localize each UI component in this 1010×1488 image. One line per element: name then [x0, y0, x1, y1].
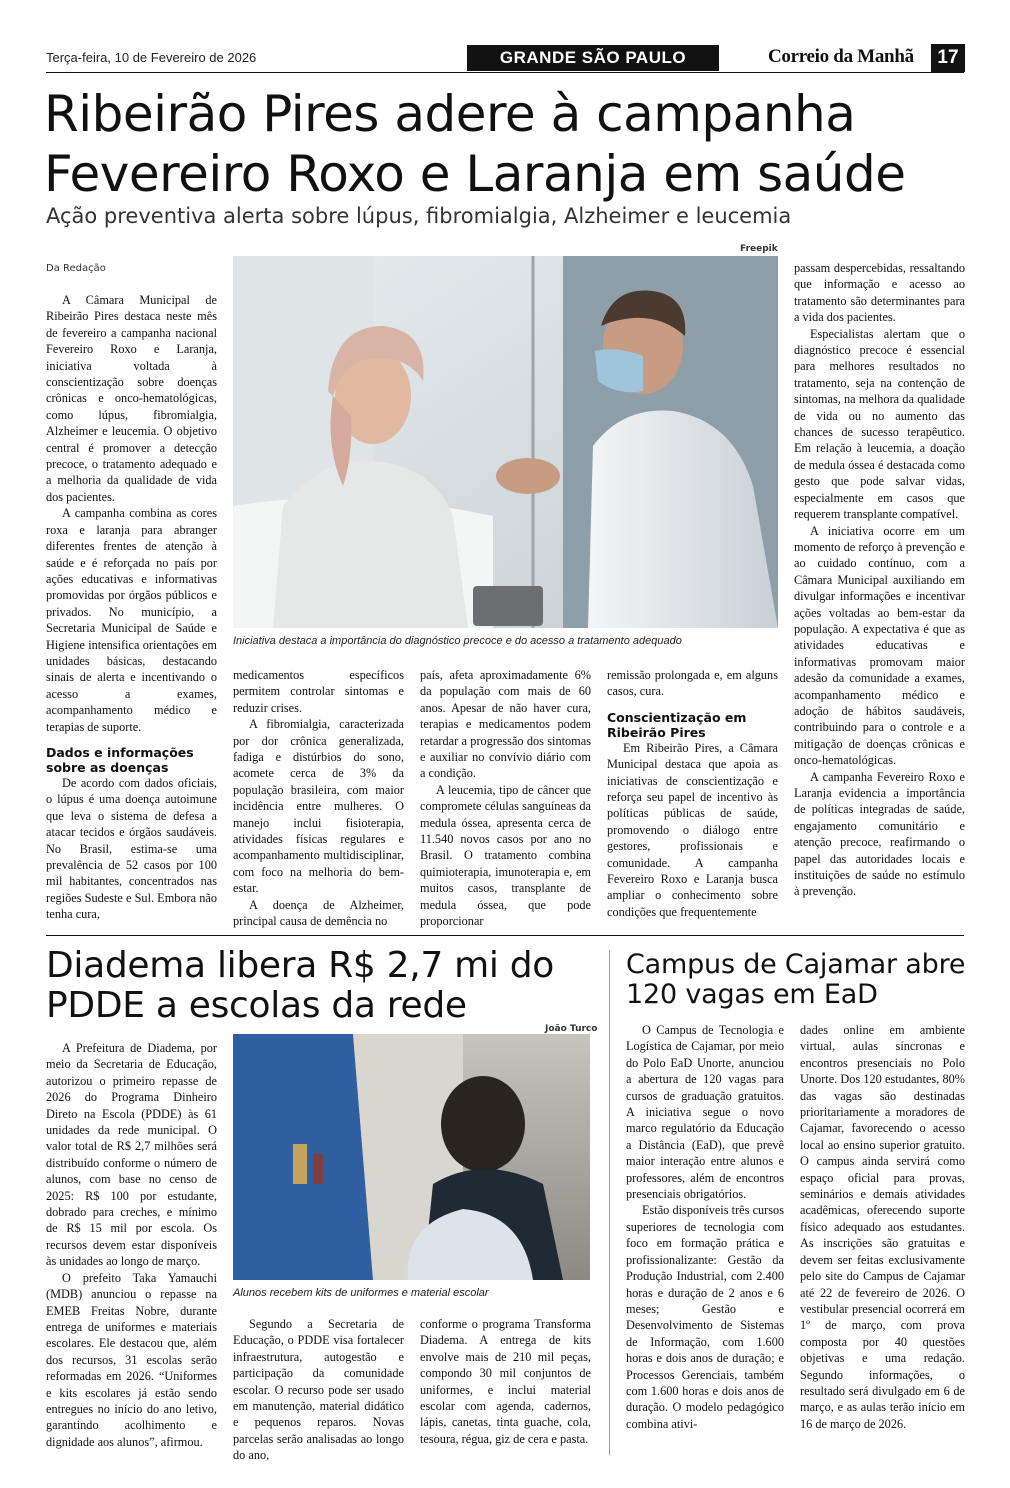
article2-column-1	[46, 1040, 217, 1450]
hospital-consultation-image	[233, 256, 778, 628]
header-rule	[46, 72, 964, 73]
article3-column-2	[800, 1022, 965, 1432]
issue-date: Terça-feira, 10 de Fevereiro de 2026	[46, 50, 257, 65]
page-number: 17	[931, 44, 965, 72]
article3-headline: Campus de Cajamar abre 120 vagas em EaD	[626, 949, 966, 1010]
section-divider	[46, 935, 964, 936]
paragraph: remissão prolongada e, em alguns casos, cura.	[607, 668, 778, 699]
paragraph: A Prefeitura de Diadema, por meio da Secretaria de Educação, autorizou o primeiro repasse de 2026 do Programa Dinheiro Direto na Escola (PDDE) às 61 unidades da rede municipal. O valor total de R$ 2,7 milhões será distribuído conforme o número de alunos, com base no censo de 2025: R$ 100 por estudante, dobrado para creches, e mínimo de R$ 15 mil por escola. Os recursos devem estar disponíveis às unidades ao longo de março.	[46, 1041, 217, 1269]
article1-column-1	[46, 292, 217, 923]
paragraph: A campanha Fevereiro Roxo e Laranja evidencia a importância de políticas integradas de saúde, engajamento comunitário e atenção precoce, reafirmando o papel das autoridades locais e instituições de saúde no estímulo à prevenção.	[794, 769, 965, 899]
article1-subheading-2: Conscientização em Ribeirão Pires	[607, 709, 747, 740]
paragraph: A Câmara Municipal de Ribeirão Pires destaca neste mês de fevereiro a campanha nacional Fevereiro Roxo e Laranja, iniciativa voltada à conscientização sobre doenças crônicas e onco-hematológicas, como lúpus, fibromialgia, Alzheimer e leucemia. O objetivo central é promover a detecção precoce, o tratamento adequado e a melhoria da qualidade de vida dos pacientes.	[46, 293, 217, 504]
publication-logo: Correio da Manhã	[768, 46, 914, 67]
paragraph: passam despercebidas, ressaltando que informação e acesso ao tratamento são determinantes para a vida dos pacientes.	[794, 261, 965, 325]
article2-photo-caption: Alunos recebem kits de uniformes e material escolar	[233, 1287, 489, 1299]
article1-subtitle: Ação preventiva alerta sobre lúpus, fibromialgia, Alzheimer e leucemia	[46, 204, 792, 228]
paragraph: Estão disponíveis três cursos superiores de tecnologia com foco em formação prática e profissionalizante: Gestão da Produção Industrial, com 2.400 horas e duração de 2 anos e 6 meses; Gestão e Desenvolvimento de Sistemas de Informação, com 1.600 horas e dois anos de duração; e Processos Gerenciais, também com 1.600 horas e dois anos de duração. O modelo pedagógico combina ativi-	[626, 1203, 784, 1431]
student-hallway-image	[233, 1034, 590, 1280]
article2-photo	[233, 1034, 590, 1280]
paragraph: Especialistas alertam que o diagnóstico precoce é essencial para melhores resultados no tratamento, seja na contenção de sintomas, na melhora da qualidade de vida ou no aumento das chances de sucesso terapêutico. Em relação à leucemia, a doação de medula óssea é destacada como gesto que pode salvar vidas, especialmente em casos que requerem transplante compatível.	[794, 326, 965, 522]
article1-column-3	[420, 667, 591, 930]
column-divider	[609, 950, 610, 1455]
paragraph: O prefeito Taka Yamauchi (MDB) anunciou o repasse na EMEB Freitas Nobre, durante entrega de uniformes e materiais escolares. Ele destacou que, além dos recursos, 31 escolas serão reformadas em 2026. “Uniformes e kits escolares já estão sendo entregues no início do ano letivo, garantindo acolhimento e dignidade aos alunos”, afirmou.	[46, 1270, 217, 1449]
paragraph: A doença de Alzheimer, principal causa de demência no	[233, 897, 404, 929]
article1-column-2	[233, 667, 404, 930]
article1-column-5	[794, 260, 965, 900]
paragraph: Segundo a Secretaria de Educação, o PDDE visa fortalecer infraestrutura, autogestão e participação da comunidade escolar. O recurso pode ser usado em manutenção, material didático e pequenos reparos. Novas parcelas serão analisadas ao longo do ano,	[233, 1317, 404, 1463]
article1-photo-caption: Iniciativa destaca a importância do diagnóstico precoce e do acesso a tratamento adequado	[233, 635, 682, 647]
section-label: GRANDE SÃO PAULO	[467, 45, 719, 71]
paragraph: A fibromialgia, caracterizada por dor crônica generalizada, fadiga e distúrbios do sono, acomete cerca de 3% da população brasileira, com maior incidência entre mulheres. O manejo inclui fisioterapia, atividades físicas regulares e acompanhamento multidisciplinar, com foco na melhoria do bem-estar.	[233, 717, 404, 896]
article2-photo-credit: João Turco	[545, 1024, 598, 1034]
paragraph: A leucemia, tipo de câncer que compromete células sanguíneas da medula óssea, apresenta cerca de 11.540 novos casos por ano no Brasil. O tratamento combina quimioterapia, imunoterapia e, em muitos casos, transplante de medula óssea, que pode proporcionar	[420, 782, 591, 929]
article2-column-3	[420, 1316, 591, 1447]
article1-byline: Da Redação	[46, 263, 106, 274]
article3-column-1	[626, 1022, 784, 1432]
paragraph: medicamentos específicos permitem controlar sintomas e reduzir crises.	[233, 668, 404, 715]
paragraph: De acordo com dados oficiais, o lúpus é uma doença autoimune que leva o sistema de defesa a atacar tecidos e órgãos saudáveis. No Brasil, estima-se uma prevalência de 52 casos por 100 mil habitantes, concentrados nas regiões Sudeste e Sul. Embora não tenha cura,	[46, 775, 217, 922]
paragraph: A campanha combina as cores roxa e laranja para abranger diferentes frentes de atenção à saúde e é reforçada no país por ações educativas e informativas promovidas por órgãos públicos e privados. No município, a Secretaria Municipal de Saúde e Higiene intensifica orientações em unidades básicas, destacando sinais de alerta e incentivando o acesso a exames, acompanhamento médico e terapias de suporte.	[46, 506, 217, 734]
article2-headline: Diadema libera R$ 2,7 mi do PDDE a escolas da rede	[46, 945, 555, 1026]
article2-column-2	[233, 1316, 404, 1464]
article1-photo-credit: Freepik	[740, 244, 778, 254]
article1-subheading-1: Dados e informações sobre as doenças	[46, 744, 194, 775]
paragraph: O Campus de Tecnologia e Logística de Cajamar, por meio do Polo EaD Unorte, anunciou a abertura de 120 vagas para cursos de graduação gratuitos. A iniciativa segue o novo marco regulatório da Educação a Distância (EaD), que prevê maior interação entre alunos e professores, além de encontros presenciais obrigatórios.	[626, 1023, 784, 1202]
paragraph: país, afeta aproximadamente 6% da população com mais de 60 anos. Apesar de não haver cura, terapias e medicamentos podem retardar a progressão dos sintomas e auxiliar no convívio diário com a condição.	[420, 668, 591, 781]
article1-photo	[233, 256, 778, 628]
paragraph: A iniciativa ocorre em um momento de reforço à prevenção e ao cuidado contínuo, com a Câmara Municipal auxiliando em divulgar informações e incentivar ações voltadas ao bem-estar da população. A expectativa é que as atividades educativas e informativas promovam maior adesão da comunidade a exames, acompanhamento médico e adoção de hábitos saudáveis, contribuindo para o controle e a mitigação de doenças crônicas e onco-hematológicas.	[794, 523, 965, 768]
paragraph: dades online em ambiente virtual, aulas síncronas e encontros presenciais no Polo Unorte. Dos 120 estudantes, 80% das vagas são destinadas prioritariamente a moradores de Cajamar, favorecendo o acesso local ao ensino superior gratuito. O campus ainda servirá como espaço oficial para provas, seminários e demais atividades acadêmicas, oferecendo suporte físico adequado aos estudantes. As inscrições são gratuitas e devem ser feitas exclusivamente pelo site do Campus de Cajamar até 22 de fevereiro de 2026. O vestibular presencial ocorrerá em 1º de março, com prova composta por 40 questões objetivas e uma redação. Segundo informações, o resultado será divulgado em 6 de março, e as aulas terão início em 16 de março de 2026.	[800, 1023, 965, 1431]
paragraph: Em Ribeirão Pires, a Câmara Municipal destaca que apoia as iniciativas de conscientização e reforça seu papel de incentivo às políticas públicas de saúde, promovendo o diálogo entre gestores, profissionais e comunidade. A campanha Fevereiro Roxo e Laranja busca ampliar o conhecimento sobre condições que frequentemente	[607, 740, 778, 919]
paragraph: conforme o programa Transforma Diadema. A entrega de kits envolve mais de 210 mil peças, compondo 30 mil conjuntos de uniformes, e inclui material escolar com agenda, cadernos, lápis, canetas, tinta guache, cola, tesoura, régua, giz de cera e pasta.	[420, 1317, 591, 1446]
article1-headline: Ribeirão Pires adere à campanha Fevereiro Roxo e Laranja em saúde	[44, 85, 906, 203]
article1-column-4	[607, 667, 778, 920]
